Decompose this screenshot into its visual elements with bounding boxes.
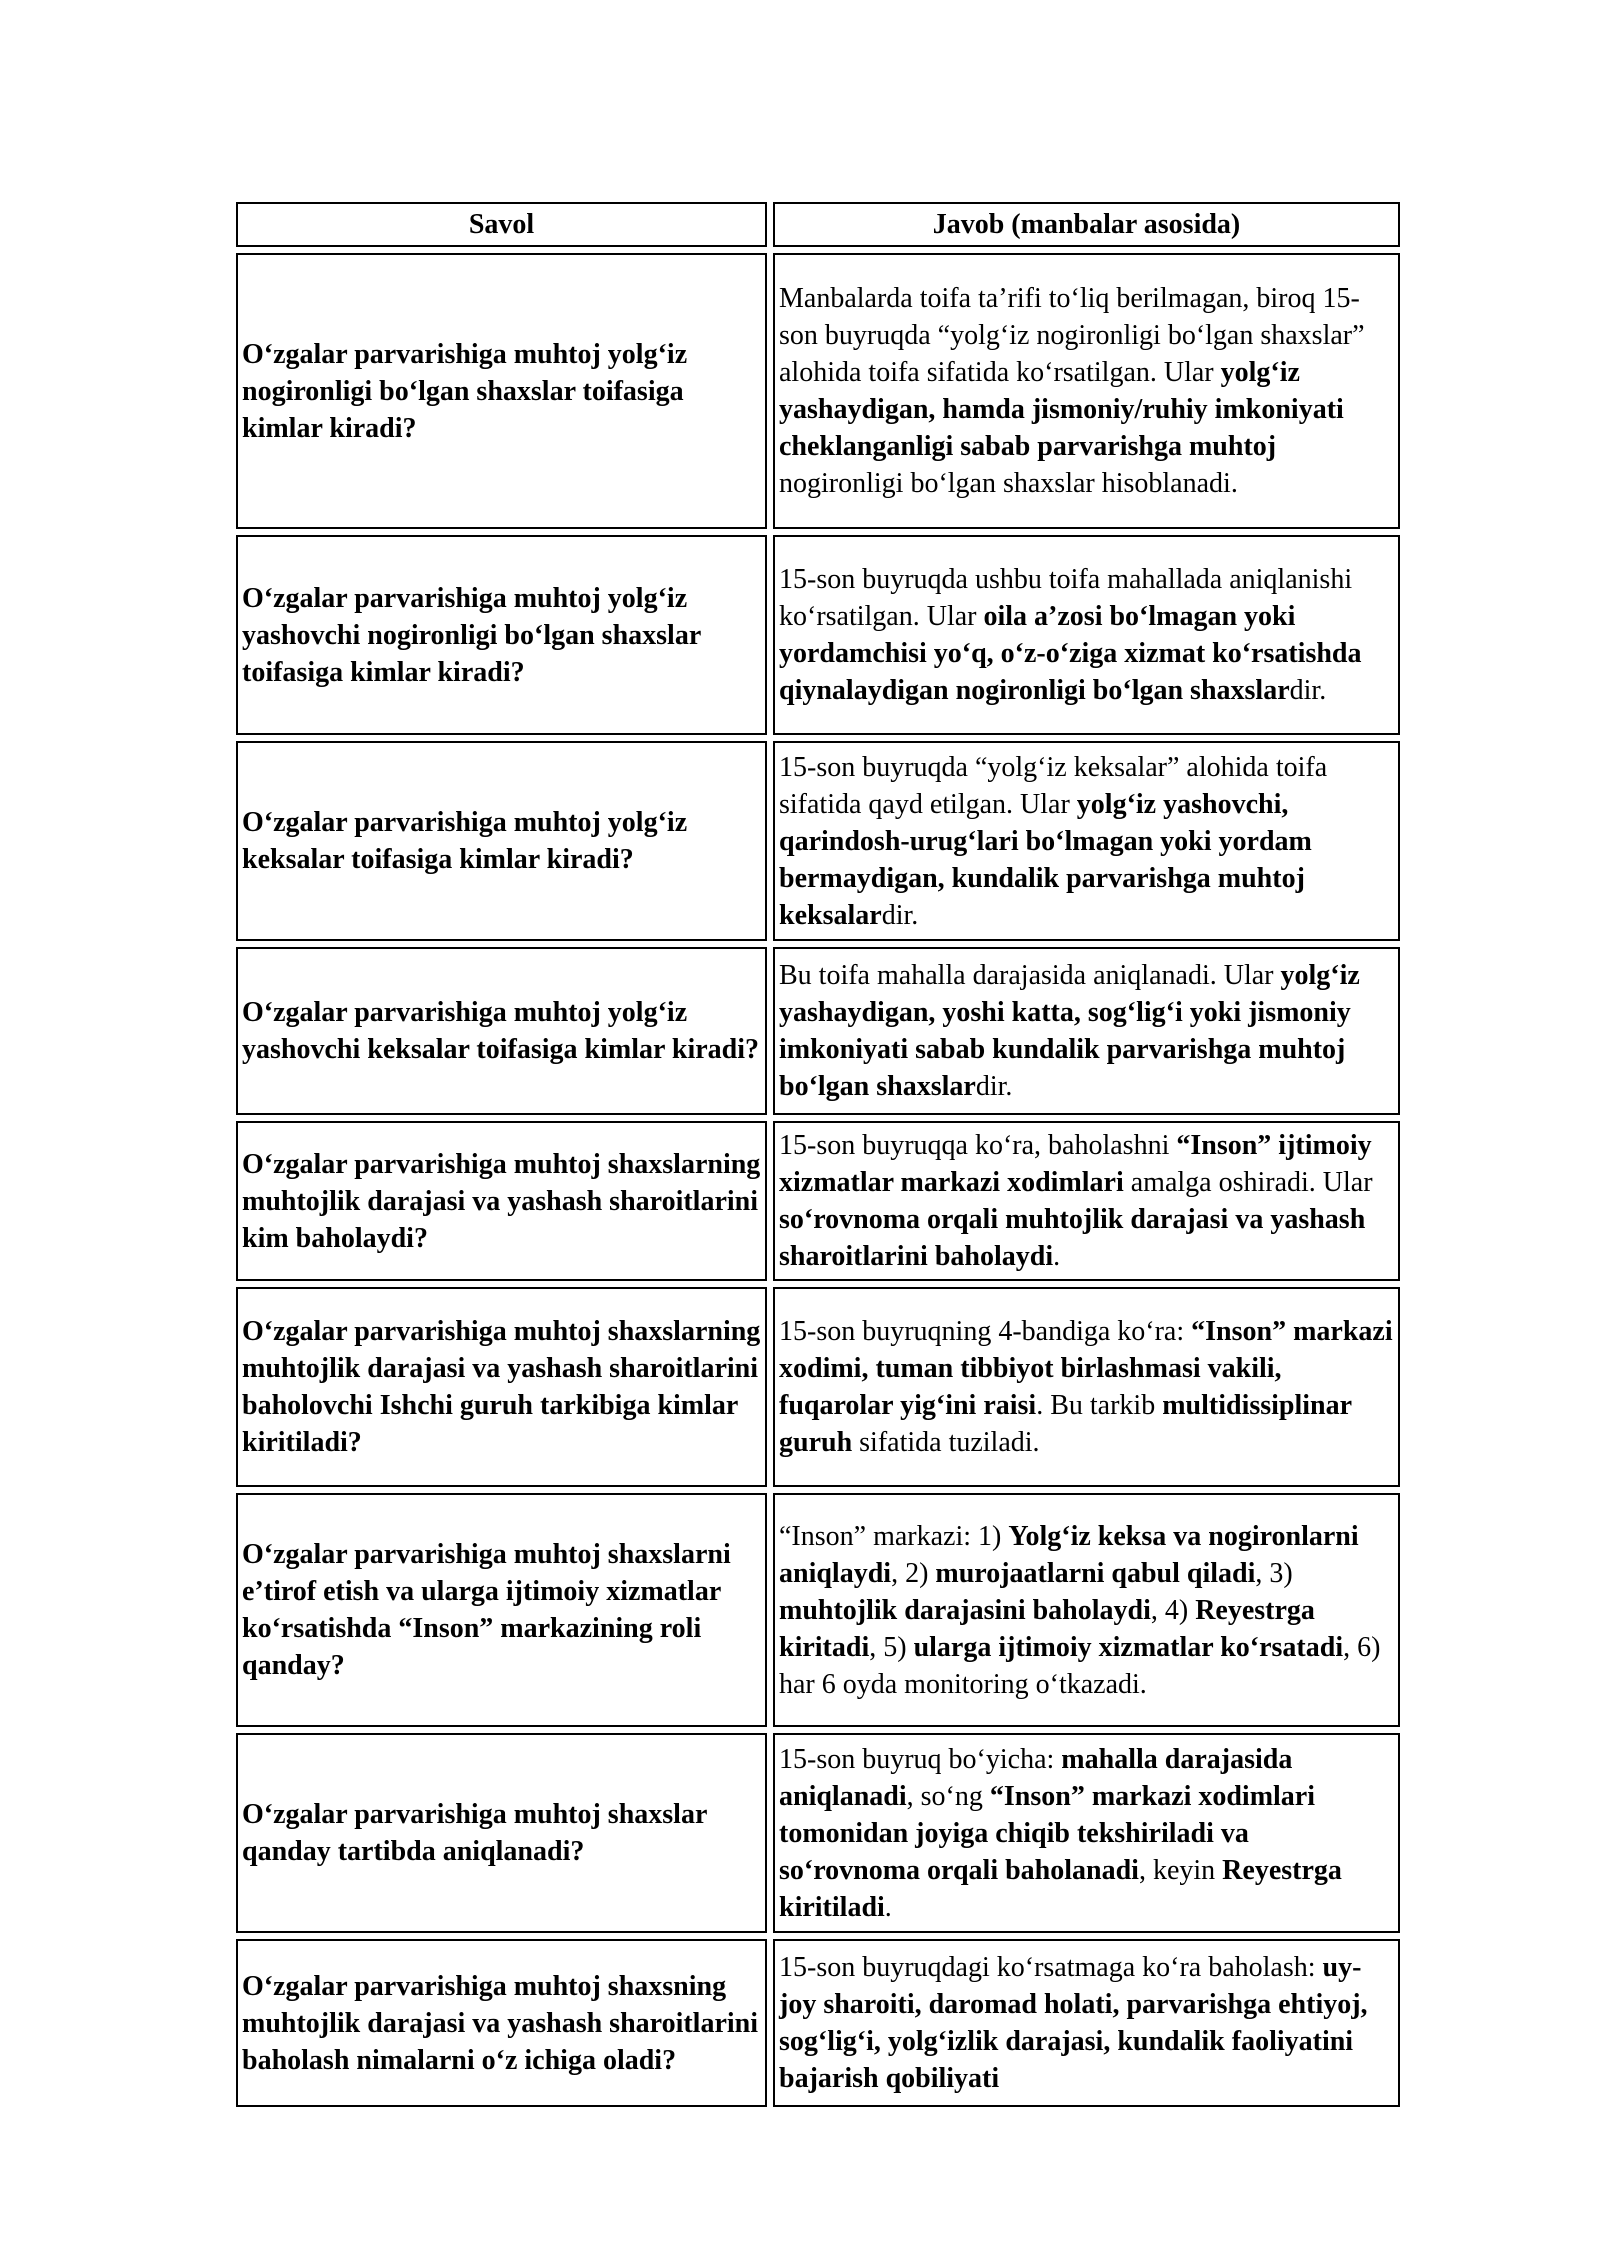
question-cell: O‘zgalar parvarishiga muhtoj yolg‘iz yashovchi nogironligi bo‘lgan shaxslar toifasiga kimlar kiradi?: [236, 535, 767, 735]
question-cell: O‘zgalar parvarishiga muhtoj shaxslarni e’tirof etish va ularga ijtimoiy xizmatlar ko‘rsatishda “Inson” markazining roli qanday?: [236, 1493, 767, 1727]
answer-cell: [773, 1733, 1400, 1933]
table-row: [236, 1121, 1400, 1281]
answer-text: Manbalarda toifa ta’rifi to‘liq berilmagan, biroq 15-son buyruqda “yolg‘iz nogironligi bo‘lgan shaxslar” alohida toifa sifatida ko‘rsatilgan. Ular: [779, 283, 1365, 388]
question-cell: O‘zgalar parvarishiga muhtoj yolg‘iz yashovchi keksalar toifasiga kimlar kiradi?: [236, 947, 767, 1115]
answer-cell: [773, 1939, 1400, 2107]
header-question: Savol: [236, 202, 767, 247]
answer-cell: [773, 947, 1400, 1115]
question-cell: O‘zgalar parvarishiga muhtoj shaxslar qanday tartibda aniqlanadi?: [236, 1733, 767, 1933]
question-cell: O‘zgalar parvarishiga muhtoj shaxsning muhtojlik darajasi va yashash sharoitlarini baholash nimalarni o‘z ichiga oladi?: [236, 1939, 767, 2107]
answer-bold-text: “Inson” markazi xodimi, tuman tibbiyot birlashmasi vakili, fuqarolar yig‘ini raisi: [779, 1316, 1393, 1421]
answer-text: , 3): [1255, 1557, 1293, 1589]
header-answer: Javob (manbalar asosida): [773, 202, 1400, 247]
answer-text: amalga oshiradi. Ular: [1123, 1167, 1373, 1198]
answer-text: “Inson” markazi: 1): [779, 1520, 1009, 1552]
table-row: [236, 253, 1400, 529]
answer-text: sifatida tuziladi.: [852, 1427, 1040, 1458]
answer-text: , 5): [869, 1631, 914, 1663]
table-row: [236, 1493, 1400, 1727]
answer-cell: [773, 1287, 1400, 1487]
answer-text: 15-son buyruqqa ko‘ra, baholashni: [779, 1130, 1177, 1161]
answer-text: 15-son buyruqda ushbu toifa mahallada aniqlanishi ko‘rsatilgan. Ular: [779, 564, 1353, 632]
table-header-row: [236, 202, 1400, 247]
answer-text: 15-son buyruqning 4-bandiga ko‘ra:: [779, 1316, 1192, 1347]
answer-text: 15-son buyruqdagi ko‘rsatmaga ko‘ra baholash:: [779, 1952, 1323, 1983]
answer-text: nogironligi bo‘lgan shaxslar hisoblanadi.: [779, 468, 1238, 499]
answer-bold-text: muhtojlik darajasini baholaydi: [779, 1594, 1151, 1626]
answer-text: , 6) har 6 oyda monitoring o‘tkazadi.: [779, 1631, 1381, 1700]
answer-text: , 2): [891, 1557, 936, 1589]
answer-text: .: [1053, 1241, 1061, 1272]
answer-text: , keyin: [1138, 1854, 1223, 1886]
table-row: [236, 1287, 1400, 1487]
answer-bold-text: Reyestrga kiritiladi: [779, 1854, 1342, 1923]
answer-bold-text: yolg‘iz yashovchi, qarindosh-urug‘lari bo‘lmagan yoki yordam bermaydigan, kundalik parvarishga muhtoj keksalar: [779, 788, 1312, 931]
answer-text: .: [884, 1891, 892, 1923]
answer-cell: [773, 253, 1400, 529]
answer-text: . Bu tarkib: [1036, 1390, 1163, 1421]
answer-bold-text: ularga ijtimoiy xizmatlar ko‘rsatadi: [913, 1631, 1344, 1663]
answer-text: dir.: [975, 1071, 1013, 1102]
answer-cell: [773, 535, 1400, 735]
answer-bold-text: uy-joy sharoiti, daromad holati, parvarishga ehtiyoj, sog‘lig‘i, yolg‘izlik darajasi, kundalik faoliyatini bajarish qobiliyati: [779, 1952, 1368, 2094]
answer-text: 15-son buyruq bo‘yicha:: [779, 1743, 1062, 1775]
question-cell: O‘zgalar parvarishiga muhtoj shaxslarning muhtojlik darajasi va yashash sharoitlarini kim baholaydi?: [236, 1121, 767, 1281]
answer-bold-text: Reyestrga kiritadi: [779, 1594, 1315, 1663]
answer-cell: [773, 741, 1400, 941]
table-row: [236, 947, 1400, 1115]
answer-text: dir.: [1289, 675, 1327, 706]
answer-bold-text: “Inson” ijtimoiy xizmatlar markazi xodimlari: [779, 1130, 1372, 1198]
answer-text: Bu toifa mahalla darajasida aniqlanadi. Ular: [779, 960, 1281, 991]
answer-bold-text: oila a’zosi bo‘lmagan yoki yordamchisi yo‘q, o‘z-o‘ziga xizmat ko‘rsatishda qiynalaydigan nogironligi bo‘lgan shaxslar: [779, 601, 1362, 706]
question-cell: O‘zgalar parvarishiga muhtoj yolg‘iz keksalar toifasiga kimlar kiradi?: [236, 741, 767, 941]
qa-table: [236, 196, 1400, 2113]
question-cell: O‘zgalar parvarishiga muhtoj yolg‘iz nogironligi bo‘lgan shaxslar toifasiga kimlar kiradi?: [236, 253, 767, 529]
answer-cell: [773, 1121, 1400, 1281]
table-row: [236, 741, 1400, 941]
table-row: [236, 1939, 1400, 2107]
question-cell: O‘zgalar parvarishiga muhtoj shaxslarning muhtojlik darajasi va yashash sharoitlarini baholovchi Ishchi guruh tarkibiga kimlar kiritiladi?: [236, 1287, 767, 1487]
table-row: [236, 1733, 1400, 1933]
answer-bold-text: multidissiplinar guruh: [779, 1390, 1352, 1458]
table-row: [236, 535, 1400, 735]
answer-text: , 4): [1150, 1594, 1196, 1626]
answer-bold-text: murojaatlarni qabul qiladi: [935, 1557, 1256, 1589]
answer-bold-text: so‘rovnoma orqali muhtojlik darajasi va yashash sharoitlarini baholaydi: [779, 1204, 1366, 1272]
answer-text: dir.: [881, 899, 919, 931]
answer-bold-text: “Inson” markazi xodimlari tomonidan joyiga chiqib tekshiriladi va so‘rovnoma orqali baholanadi: [779, 1780, 1316, 1886]
answer-text: 15-son buyruqda “yolg‘iz keksalar” alohida toifa sifatida qayd etilgan. Ular: [779, 751, 1328, 820]
answer-text: , so‘ng: [906, 1780, 990, 1812]
answer-bold-text: yolg‘iz yashaydigan, hamda jismoniy/ruhiy imkoniyati cheklanganligi sabab parvarishga muhtoj: [779, 357, 1344, 462]
answer-cell: [773, 1493, 1400, 1727]
answer-bold-text: mahalla darajasida aniqlanadi: [779, 1743, 1293, 1812]
answer-bold-text: Yolg‘iz keksa va nogironlarni aniqlaydi: [779, 1520, 1359, 1589]
qa-table-body: [236, 202, 1400, 2107]
answer-bold-text: yolg‘iz yashaydigan, yoshi katta, sog‘lig‘i yoki jismoniy imkoniyati sabab kundalik parvarishga muhtoj bo‘lgan shaxslar: [779, 960, 1360, 1102]
